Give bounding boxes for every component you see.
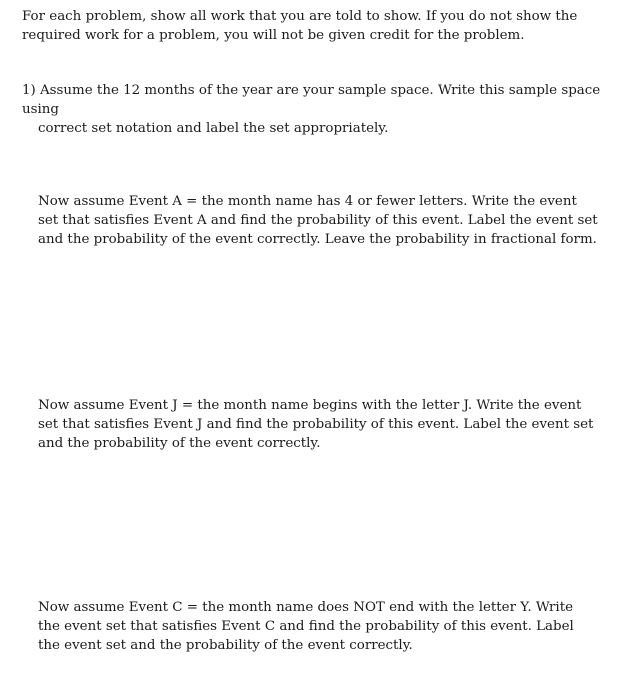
problem-number: 1) xyxy=(22,83,36,98)
problem-1 xyxy=(22,81,612,138)
event-c-text: Now assume Event C = the month name does NOT end with the letter Y. Write the event set that satisfies Event C and find the probability of this event. Label the event set and the probability of the event correctly. xyxy=(38,600,574,653)
problem-1-line-1: Assume the 12 months of the year are your sample space. Write this sample space using xyxy=(22,83,601,117)
event-c-prompt xyxy=(38,598,598,655)
event-j-text: Now assume Event J = the month name begins with the letter J. Write the event set that satisfies Event J and find the probability of this event. Label the event set and the probability of the event correctly. xyxy=(38,398,594,451)
instructions-paragraph xyxy=(22,7,612,45)
event-j-prompt xyxy=(38,396,598,453)
problem-1-line-2: correct set notation and label the set appropriately. xyxy=(38,121,389,136)
event-a-prompt xyxy=(38,192,598,249)
event-a-text: Now assume Event A = the month name has 4 or fewer letters. Write the event set that satisfies Event A and find the probability of this event. Label the event set and the probability of the event correctly. Leave the probability in fractional form. xyxy=(38,194,598,247)
instructions-text: For each problem, show all work that you are told to show. If you do not show the required work for a problem, you will not be given credit for the problem. xyxy=(22,9,578,43)
